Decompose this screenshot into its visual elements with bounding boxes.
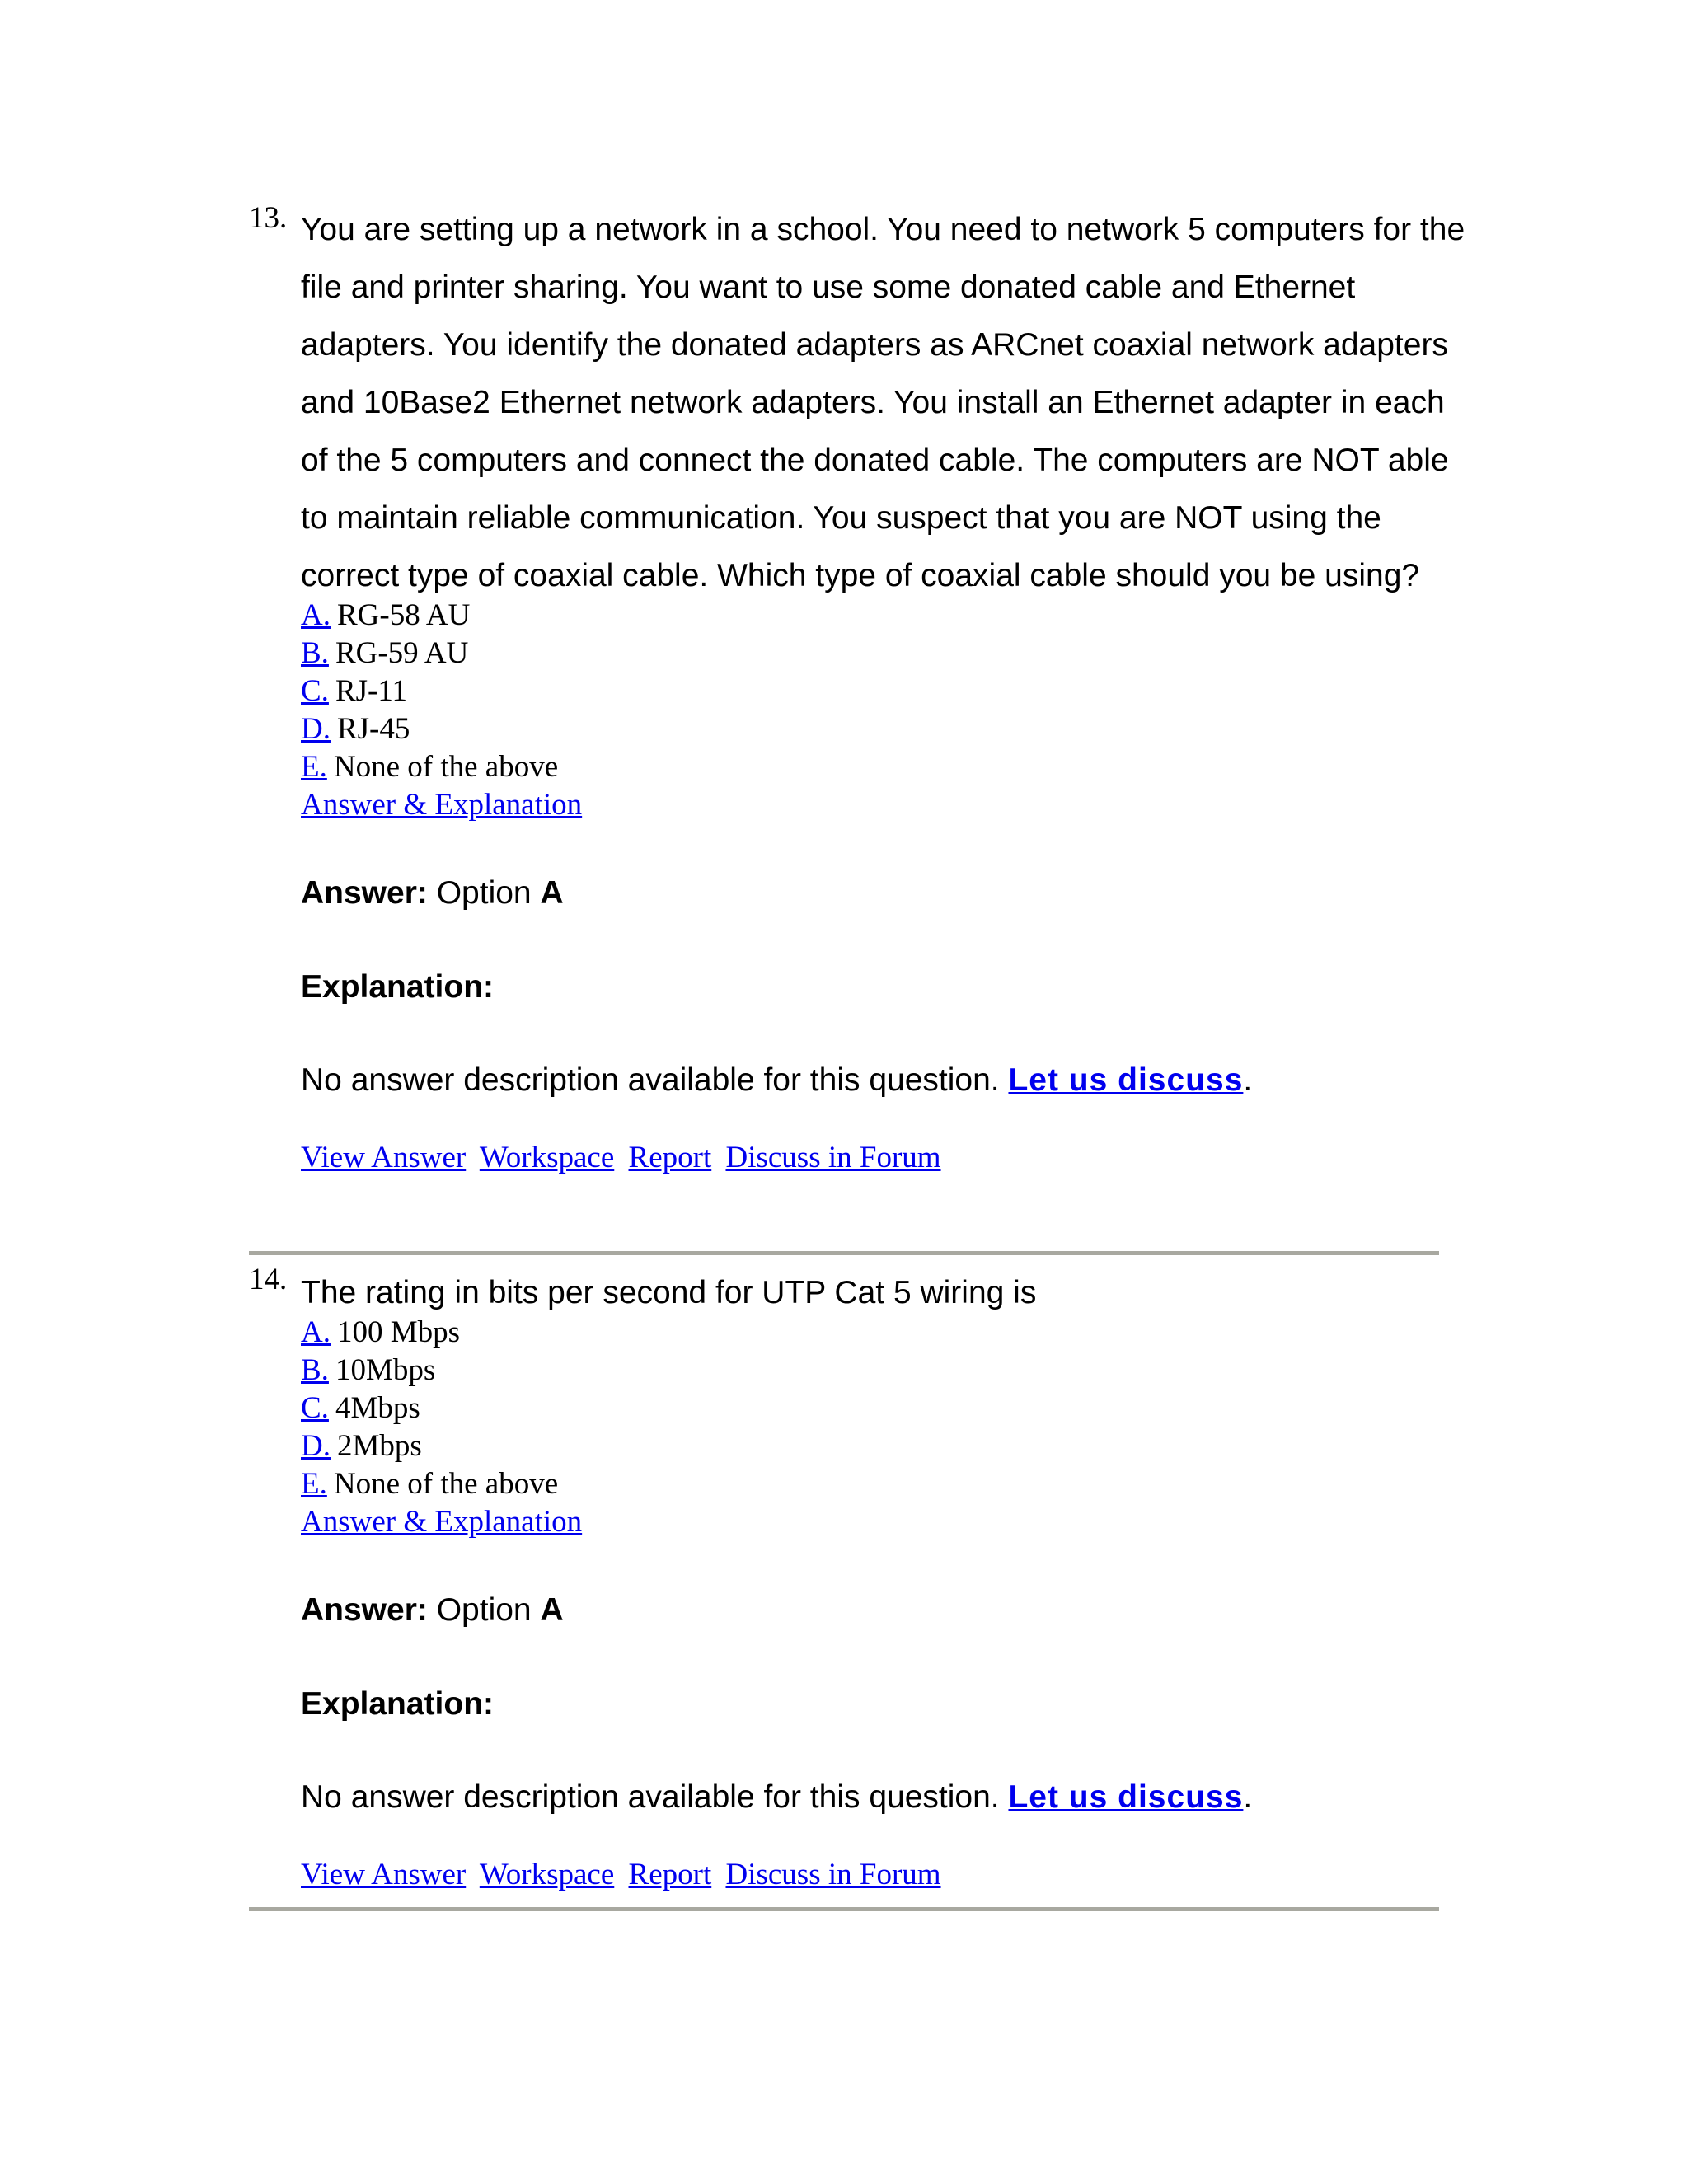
option-b-link[interactable]: B. (301, 1353, 329, 1387)
question-number: 13. (249, 201, 288, 235)
answer-explanation-row (301, 786, 1439, 824)
report-link[interactable]: Report (628, 1858, 712, 1891)
option-c (301, 673, 1439, 710)
discuss-forum-link[interactable]: Discuss in Forum (725, 1858, 941, 1891)
option-c-link[interactable]: C. (301, 674, 329, 708)
explanation-heading: Explanation: (301, 969, 495, 1005)
answer-label: Answer: (301, 1592, 428, 1628)
answer-value: A (540, 1592, 564, 1628)
options-list (301, 597, 1439, 824)
question-14 (249, 1264, 1439, 1893)
option-e-link[interactable]: E. (301, 750, 327, 784)
question-divider (249, 1907, 1439, 1911)
answer-label: Answer: (301, 875, 428, 911)
question-text: You are setting up a network in a school. You need to network 5 computers for the file and printer sharing. You want to use some donated cable and Ethernet adapters. You identify the donated adapters as ARCnet coaxial network adapters and 10Base2 Ethernet network adapters. You install an Ethernet adapter in each of the 5 computers and connect the donated cable. The computers are NOT able to maintain reliable communication. You suspect that you are NOT using the correct type of coaxial cable. Which type of coaxial cable should you be using? (301, 212, 1465, 593)
option-b-text: RG-59 AU (335, 636, 469, 670)
question-text: The rating in bits per second for UTP Cat 5 wiring is (301, 1275, 1037, 1310)
option-d (301, 710, 1439, 748)
option-d-text: 2Mbps (336, 1429, 422, 1463)
option-c-text: RJ-11 (335, 674, 407, 708)
option-a-text: 100 Mbps (336, 1315, 461, 1349)
option-d (301, 1427, 1439, 1465)
answer-value: A (540, 875, 564, 911)
answer-line (301, 1592, 1439, 1629)
option-e (301, 748, 1439, 786)
option-b (301, 1352, 1439, 1390)
workspace-link[interactable]: Workspace (479, 1141, 615, 1174)
discuss-suffix: . (1243, 1062, 1253, 1098)
option-a-link[interactable]: A. (301, 598, 331, 632)
question-footer-links (301, 1140, 1439, 1176)
options-list (301, 1314, 1439, 1541)
question-divider (249, 1251, 1439, 1255)
option-d-text: RJ-45 (336, 712, 410, 746)
question-footer-links (301, 1857, 1439, 1893)
option-e-text: None of the above (333, 1467, 559, 1501)
view-answer-link[interactable]: View Answer (301, 1141, 467, 1174)
option-e (301, 1465, 1439, 1503)
explanation-text-line (301, 1779, 1439, 1816)
explanation-text: No answer description available for this question. (301, 1062, 1000, 1098)
let-us-discuss-link[interactable]: Let us discuss (1008, 1062, 1244, 1098)
option-a-link[interactable]: A. (301, 1315, 331, 1349)
option-a-text: RG-58 AU (336, 598, 471, 632)
answer-prefix: Option (436, 1592, 532, 1628)
answer-prefix: Option (436, 875, 532, 911)
explanation-text-line (301, 1062, 1439, 1099)
option-c-link[interactable]: C. (301, 1391, 329, 1425)
explanation-text: No answer description available for this question. (301, 1779, 1000, 1815)
view-answer-link[interactable]: View Answer (301, 1858, 467, 1891)
option-d-link[interactable]: D. (301, 712, 331, 746)
option-d-link[interactable]: D. (301, 1429, 331, 1463)
discuss-suffix: . (1243, 1779, 1253, 1815)
question-13 (249, 201, 1465, 1176)
option-c-text: 4Mbps (335, 1391, 420, 1425)
answer-line (301, 875, 1439, 912)
option-c (301, 1390, 1439, 1427)
answer-explanation-row (301, 1503, 1439, 1541)
option-e-link[interactable]: E. (301, 1467, 327, 1501)
option-b (301, 635, 1439, 673)
option-b-text: 10Mbps (335, 1353, 436, 1387)
workspace-link[interactable]: Workspace (479, 1858, 615, 1891)
option-e-text: None of the above (333, 750, 559, 784)
report-link[interactable]: Report (628, 1141, 712, 1174)
option-b-link[interactable]: B. (301, 636, 329, 670)
explanation-heading: Explanation: (301, 1686, 495, 1722)
discuss-forum-link[interactable]: Discuss in Forum (725, 1141, 941, 1174)
answer-explanation-link[interactable]: Answer & Explanation (301, 1505, 583, 1539)
let-us-discuss-link[interactable]: Let us discuss (1008, 1779, 1244, 1815)
answer-explanation-link[interactable]: Answer & Explanation (301, 788, 583, 822)
question-number: 14. (249, 1263, 288, 1296)
